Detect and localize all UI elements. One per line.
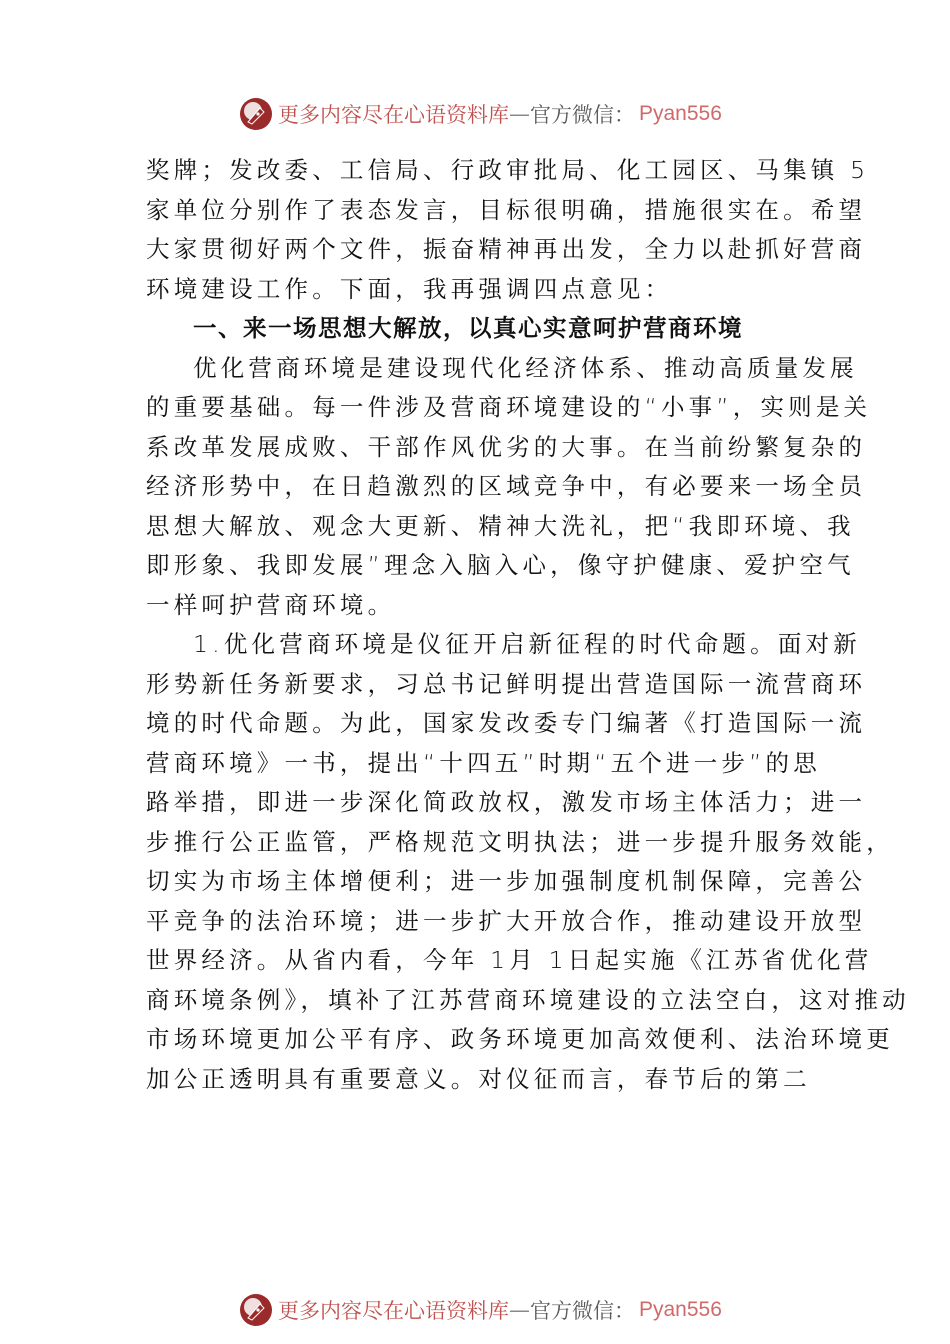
pen-nib-logo-icon — [238, 1292, 274, 1328]
banner-wechat-id: Pyan556 — [639, 1298, 722, 1321]
paragraph-2 — [146, 349, 872, 626]
banner-main-text: 更多内容尽在心语资料库 — [278, 103, 509, 127]
paragraph-intro — [146, 151, 870, 309]
text-line: 优化营商环境是建设现代化经济体系、推动高质量发展 — [193, 353, 858, 382]
text-line: 奖牌；发改委、工信局、行政审批局、化工园区、马集镇 5 — [146, 156, 870, 184]
text-line: 营商环境》一书，提出“十四五”时期“五个进一步”的思 — [146, 748, 821, 777]
text-line: 境的时代命题。为此，国家发改委专门编著《打造国际一流 — [146, 709, 867, 737]
text-line: 市场环境更加公平有序、政务环境更加高效便利、法治环境更 — [146, 1025, 894, 1053]
banner-wechat-label: 官方微信： — [530, 103, 635, 127]
text-line: 平竞争的法治环境；进一步扩大开放合作，推动建设开放型 — [146, 906, 867, 935]
text-line: 经济形势中，在日趋激烈的区域竞争中，有必要来一场全员 — [146, 472, 867, 500]
pen-nib-logo-icon — [238, 96, 274, 132]
text-line: 环境建设工作。下面，我再强调四点意见： — [146, 274, 673, 303]
document-body — [146, 151, 910, 1099]
footer-watermark-banner — [238, 1290, 722, 1330]
banner-dash: — — [509, 1298, 530, 1322]
text-line: 一样呵护营商环境。 — [146, 590, 396, 619]
text-line: 家单位分别作了表态发言，目标很明确，措施很实在。希望 — [146, 195, 867, 224]
text-line: 大家贯彻好两个文件，振奋精神再出发，全力以赴抓好营商 — [146, 235, 867, 263]
text-line: 1.优化营商环境是仪征开启新征程的时代命题。面对新 — [193, 630, 861, 658]
text-line: 形势新任务新要求，习总书记鲜明提出营造国际一流营商环 — [146, 669, 867, 698]
text-line: 的重要基础。每一件涉及营商环境建设的“小事”，实则是关 — [146, 393, 872, 421]
text-line: 路举措，即进一步深化简政放权，激发市场主体活力；进一 — [146, 788, 867, 816]
banner-main-text: 更多内容尽在心语资料库 — [278, 1299, 509, 1323]
banner-wechat-label: 官方微信： — [530, 1299, 635, 1323]
text-line: 系改革发展成败、干部作风优劣的大事。在当前纷繁复杂的 — [146, 432, 867, 461]
text-line: 加公正透明具有重要意义。对仪征而言，春节后的第二 — [146, 1064, 811, 1093]
section-heading: 一、来一场思想大解放，以真心实意呵护营商环境 — [193, 314, 743, 342]
text-line: 即形象、我即发展”理念入脑入心，像守护健康、爱护空气 — [146, 551, 855, 579]
text-line: 思想大解放、观念大更新、精神大洗礼，把“我即环境、我 — [146, 511, 855, 540]
text-line: 步推行公正监管，严格规范文明执法；进一步提升服务效能， — [146, 827, 894, 856]
banner-wechat-id: Pyan556 — [639, 102, 722, 125]
text-line: 世界经济。从省内看，今年 1月 1日起实施《江苏省优化营 — [146, 946, 873, 974]
text-line: 商环境条例》，填补了江苏营商环境建设的立法空白，这对推动 — [146, 985, 910, 1014]
text-line: 切实为市场主体增便利；进一步加强制度机制保障，完善公 — [146, 867, 867, 895]
header-watermark-banner — [238, 94, 722, 134]
banner-dash: — — [509, 102, 530, 126]
paragraph-3 — [146, 625, 910, 1099]
